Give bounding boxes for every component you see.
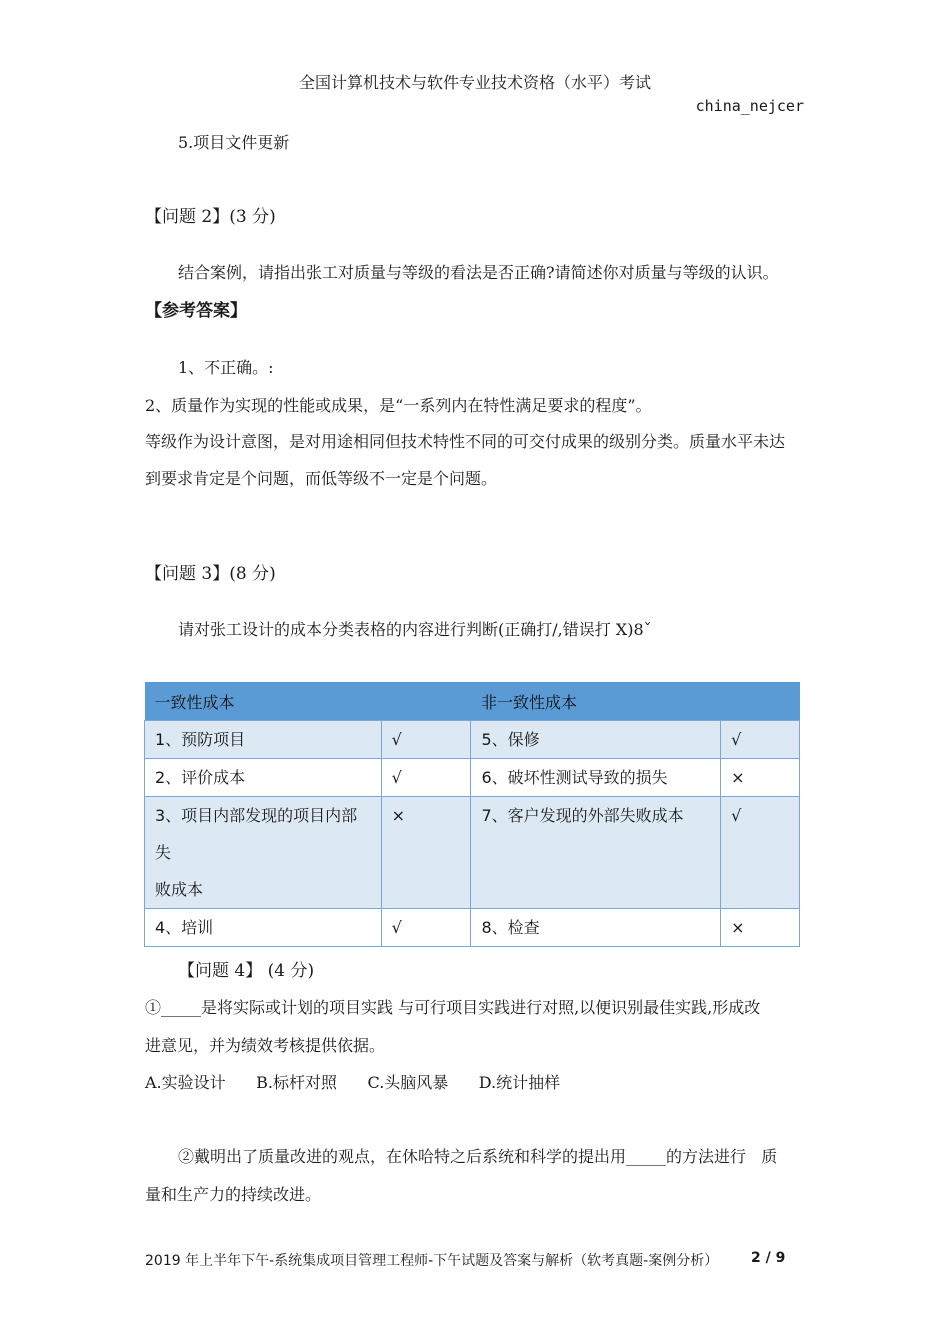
answer-line-3a: 等级作为设计意图，是对用途相同但技术特性不同的可交付成果的级别分类。质量水平未达 (145, 432, 786, 451)
header-nonconformance-cost: 非一致性成本 (471, 682, 800, 721)
question-3-text: 请对张工设计的成本分类表格的内容进行判断(正确打/,错误打 X)8ˇ (178, 620, 652, 639)
answer-line-1: 1、不正确。: (178, 358, 274, 377)
table-mark: √ (381, 909, 471, 947)
table-row (145, 797, 800, 909)
table-cell: 5、保修 (471, 721, 721, 759)
table-mark: √ (381, 759, 471, 797)
question-4-2-line1: ②戴明出了质量改进的观点，在休哈特之后系统和科学的提出用_____的方法进行 质 (178, 1147, 778, 1166)
table-row (145, 909, 800, 947)
page-number: 2 / 9 (751, 1250, 786, 1266)
table-mark: × (381, 797, 471, 909)
table-cell: 1、预防项目 (145, 721, 382, 759)
question-4-title: 【问题 4】 (4 分) (178, 961, 315, 981)
cost-classification-table (144, 682, 800, 947)
table-cell (145, 797, 382, 909)
page-footer-text: 2019 年上半年下午-系统集成项目管理工程师-下午试题及答案与解析（软考真题-案例分析） (145, 1253, 719, 1269)
table-cell: 8、检查 (471, 909, 721, 947)
table-mark: × (721, 909, 800, 947)
table-row (145, 721, 800, 759)
table-cell: 4、培训 (145, 909, 382, 947)
table-cell-line: 败成本 (155, 880, 204, 899)
question-4-2-line2: 量和生产力的持续改进。 (145, 1185, 322, 1204)
page-header-code: china_nejcer (695, 97, 804, 115)
item-5-text: 5.项目文件更新 (178, 133, 290, 152)
question-4-options: A.实验设计 B.标杆对照 C.头脑风暴 D.统计抽样 (145, 1073, 561, 1092)
question-4-1-line1: ①_____是将实际或计划的项目实践 与可行项目实践进行对照,以便识别最佳实践,形成改 (145, 998, 761, 1017)
table-cell: 2、评价成本 (145, 759, 382, 797)
page-header-title: 全国计算机技术与软件专业技术资格（水平）考试 (298, 73, 651, 92)
table-row (145, 759, 800, 797)
answer-line-3b: 到要求肯定是个问题，而低等级不一定是个问题。 (145, 469, 498, 488)
answer-line-2: 2、质量作为实现的性能或成果，是“一系列内在特性满足要求的程度”。 (145, 396, 652, 415)
answer-title: 【参考答案】 (145, 301, 247, 321)
table-mark: × (721, 759, 800, 797)
table-cell-line: 3、项目内部发现的项目内部失 (155, 806, 358, 862)
question-3-title: 【问题 3】(8 分) (145, 564, 276, 584)
table-mark: √ (721, 797, 800, 909)
table-cell: 6、破坏性测试导致的损失 (471, 759, 721, 797)
table-mark: √ (721, 721, 800, 759)
question-2-title: 【问题 2】(3 分) (145, 207, 276, 227)
table-mark: √ (381, 721, 471, 759)
table-cell: 7、客户发现的外部失败成本 (471, 797, 721, 909)
table-header-row (145, 682, 800, 721)
question-2-text: 结合案例，请指出张工对质量与等级的看法是否正确?请简述你对质量与等级的认识。 (178, 263, 779, 282)
question-4-1-line2: 进意见，并为绩效考核提供依据。 (145, 1036, 386, 1055)
header-conformance-cost: 一致性成本 (145, 682, 471, 721)
